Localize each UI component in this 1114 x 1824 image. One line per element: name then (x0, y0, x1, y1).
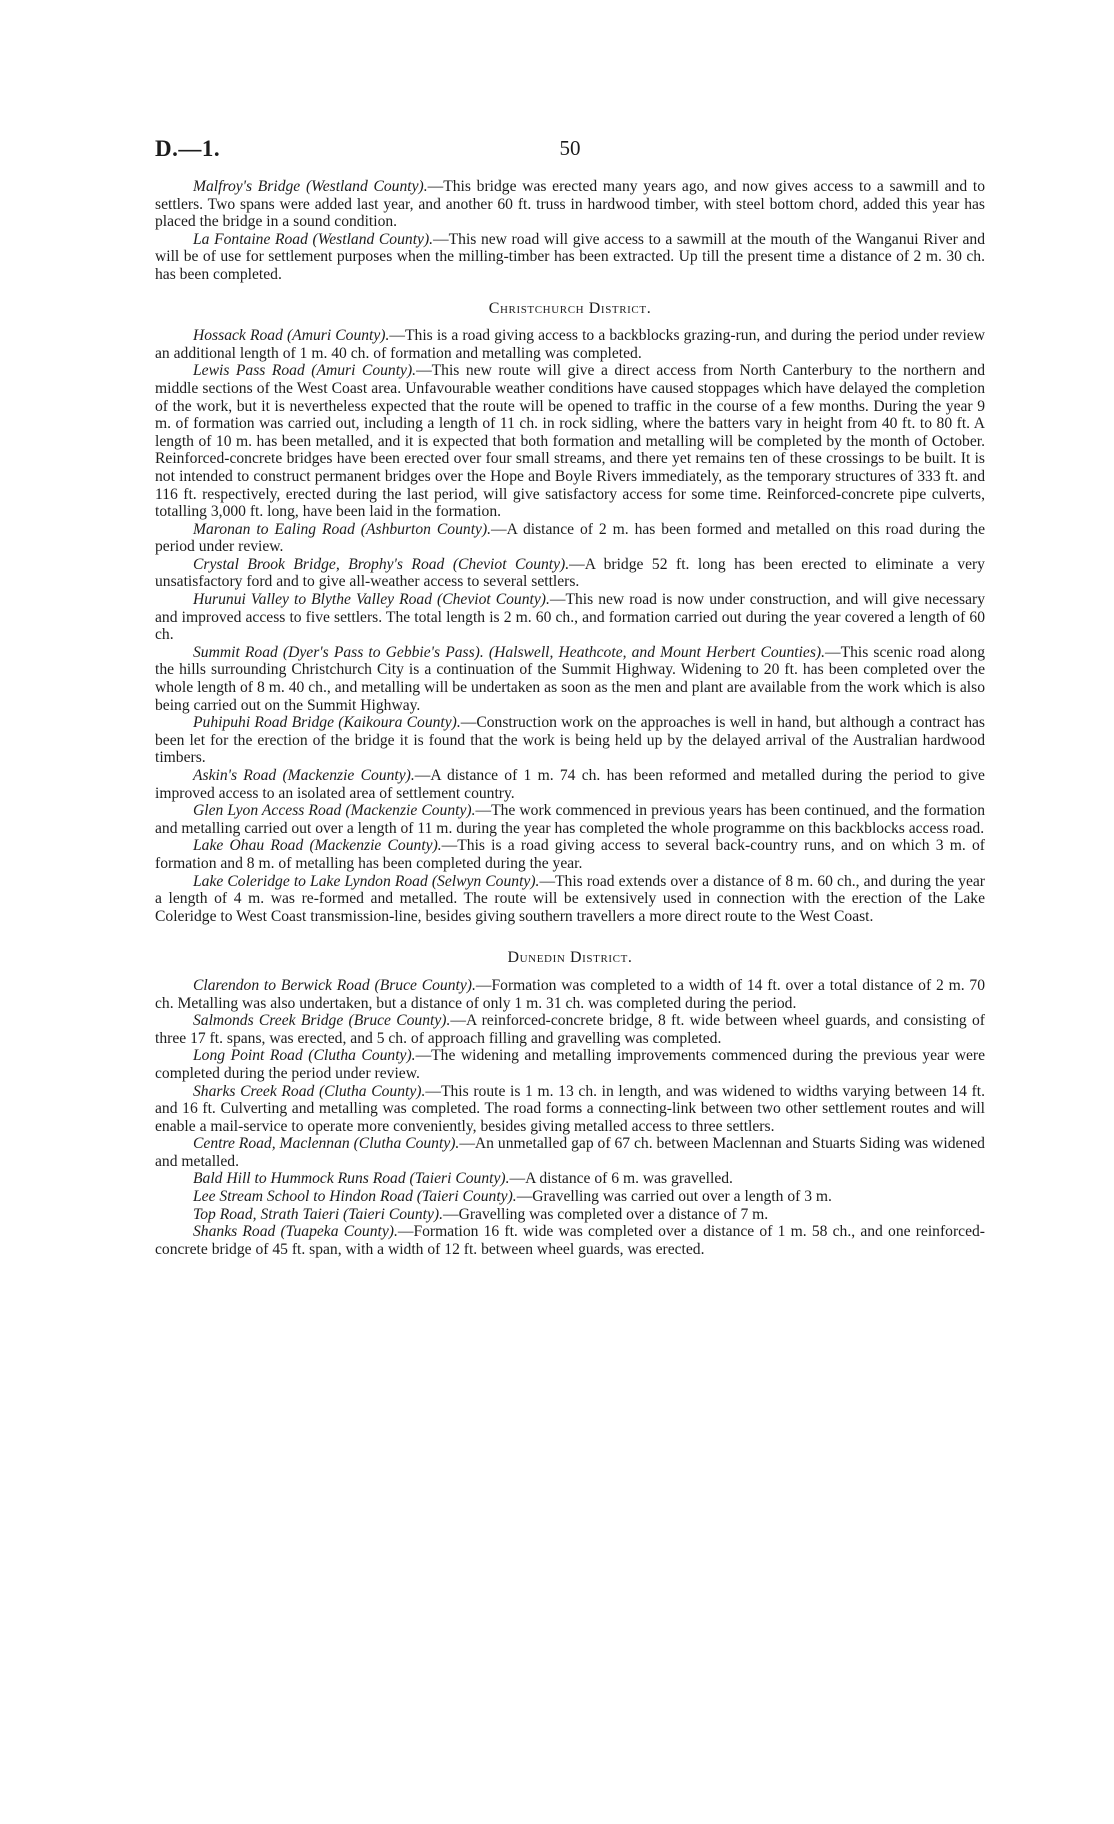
road-entry-title: Glen Lyon Access Road (Mackenzie County). (193, 802, 476, 820)
road-entry-title: Hurunui Valley to Blythe Valley Road (Cheviot County). (193, 591, 550, 609)
road-entry-text: —This new road is now under construction, and will give necessary and improved access to five settlers. The total length is 2 m. 60 ch., and formation carried out during the year covered a length of 60 ch. (155, 591, 986, 644)
road-entry-title: Lake Ohau Road (Mackenzie County). (193, 837, 442, 855)
road-entry (155, 977, 985, 1012)
road-entry-text: —This road extends over a distance of 8 m. 60 ch., and during the year a length of 4 m. was re-formed and metalled. The route will be extensively used in connection with the erection of the Lake Coleridge to West Coast transmission-line, besides giving southern travellers a more direct route to the West Coast. (155, 872, 985, 925)
document-body (155, 178, 985, 1258)
road-entry-title: Salmonds Creek Bridge (Bruce County). (193, 1012, 451, 1030)
road-entry-text: —Gravelling was completed over a distance of 7 m. (442, 1205, 769, 1223)
road-entry-title: Lake Coleridge to Lake Lyndon Road (Selwyn County). (193, 872, 540, 890)
road-entry-text: —This new road will give access to a sawmill at the mouth of the Wanganui River and will be of use for settlement purposes when the milling-timber has been extracted. Up till the present time a distance of 2 m. 30 ch. has been completed. (155, 230, 985, 283)
road-entry-title: Malfroy's Bridge (Westland County). (193, 178, 428, 195)
road-entry-title: Sharks Creek Road (Clutha County). (193, 1082, 426, 1100)
road-entry-text: —This route is 1 m. 13 ch. in length, and was widened to widths varying between 14 ft. and 16 ft. Culverting and metalling was completed. The road forms a connecting-link between two other settlement routes and will enable a mail-service to operate more conveniently, besides giving metalled access to three settlers. (155, 1082, 985, 1135)
road-entry-text: —This new route will give a direct access from North Canterbury to the northern and middle sections of the West Coast area. Unfavourable weather conditions have caused stoppages which have delayed the completion of the work, but it is nevertheless expected that the route will be opened to traffic in the course of a few months. During the year 9 m. of formation was carried out, including a length of 11 ch. in rock sidling, where the batters vary in height from 40 ft. to 80 ft. A length of 10 m. has been metalled, and it is expected that both formation and metalling will be completed by the month of October. Reinforced-concrete bridges have been erected over four small streams, and there yet remains ten of these crossings to be built. It is not intended to construct permanent bridges over the Hope and Boyle Rivers immediately, as the temporary structures of 333 ft. and 116 ft. respectively, erected during the last period, will give satisfactory access for some time. Reinforced-concrete pipe culverts, totalling 3,000 ft. long, have been laid in the formation. (155, 362, 985, 521)
road-entry-text: —Construction work on the approaches is well in hand, but although a contract has been let for the erection of the bridge it is found that the work is being held up by the delayed arrival of the Australian hardwood timbers. (155, 714, 985, 767)
road-entry (155, 1083, 985, 1136)
road-entry-text: —The widening and metalling improvements commenced during the previous year were completed during the period under review. (155, 1047, 985, 1082)
district-heading: Dunedin District. (507, 949, 633, 967)
road-entry-title: Long Point Road (Clutha County). (193, 1047, 416, 1065)
road-entry (155, 327, 985, 362)
road-entry (155, 1188, 985, 1206)
road-entry-text: —Formation was completed to a width of 14 ft. over a total distance of 2 m. 70 ch. Metalling was also undertaken, but a distance of only 1 m. 31 ch. was completed during the period. (155, 976, 985, 1012)
road-entry-text: —An unmetalled gap of 67 ch. between Maclennan and Stuarts Siding was widened and metalled. (155, 1135, 985, 1170)
road-entry-text: —Formation 16 ft. wide was completed over a distance of 1 m. 58 ch., and one reinforced-concrete bridge of 45 ft. span, with a width of 12 ft. between wheel guards, was erected. (155, 1223, 985, 1258)
road-entry-title: Lewis Pass Road (Amuri County). (193, 362, 417, 380)
road-entry (155, 837, 985, 872)
road-entry-text: —This is a road giving access to several back-country runs, and on which 3 m. of formation and 8 m. of metalling has been completed during the year. (155, 837, 985, 872)
road-entry-title: Askin's Road (Mackenzie County). (193, 767, 415, 784)
road-entry-title: Centre Road, Maclennan (Clutha County). (193, 1135, 460, 1153)
road-entry-text: —This bridge was erected many years ago, and now gives access to a sawmill and to settlers. Two spans were added last year, and another 60 ft. truss in hardwood timber, with steel bottom chord, added this year has placed the bridge in a sound condition. (155, 178, 985, 231)
road-entry-text: —A distance of 6 m. was gravelled. (509, 1170, 733, 1188)
road-entry-text: —A distance of 1 m. 74 ch. has been reformed and metalled during the period to give improved access to an isolated area of settlement country. (155, 767, 985, 802)
road-entry-title: Summit Road (Dyer's Pass to Gebbie's Pass). (Halswell, Heathcote, and Mount Herbert Counties). (193, 643, 825, 661)
road-entry (155, 1206, 985, 1224)
road-entry (155, 591, 985, 644)
road-entry (155, 644, 985, 714)
road-entry-title: Top Road, Strath Taieri (Taieri County). (193, 1205, 443, 1223)
road-entry-title: Hossack Road (Amuri County). (193, 327, 390, 345)
road-entry-title: Bald Hill to Hummock Runs Road (Taieri County). (193, 1170, 510, 1188)
road-entry-title: Clarendon to Berwick Road (Bruce County). (193, 976, 476, 994)
road-entry-text: —A reinforced-concrete bridge, 8 ft. wide between wheel guards, and consisting of three 17 ft. spans, was erected, and 5 ch. of approach filling and gravelling was completed. (155, 1012, 985, 1047)
road-entry (155, 714, 985, 767)
road-entry-text: —This is a road giving access to a backblocks grazing-run, and during the period under review an additional length of 1 m. 40 ch. of formation and metalling was completed. (155, 327, 985, 362)
road-entry-text: —This scenic road along the hills surrounding Christchurch City is a continuation of the Summit Highway. Widening to 20 ft. has been completed over the whole length of 8 m. 40 ch., and metalling will be undertaken as soon as the men and plant are available from the work which is also being carried out on the Summit Highway. (155, 643, 985, 714)
road-entry (155, 1012, 985, 1047)
document-reference: D.—1. (155, 136, 221, 161)
road-entry (155, 178, 985, 231)
road-entry-title: La Fontaine Road (Westland County). (193, 230, 434, 248)
road-entry-title: Maronan to Ealing Road (Ashburton County). (193, 520, 492, 538)
road-entry (155, 1135, 985, 1170)
road-entry-title: Crystal Brook Bridge, Brophy's Road (Cheviot County). (193, 555, 570, 573)
page-number: 50 (559, 136, 581, 160)
road-entry (155, 873, 985, 926)
road-entry (155, 1223, 985, 1258)
road-entry-title: Puhipuhi Road Bridge (Kaikoura County). (193, 714, 461, 732)
road-entry (155, 231, 985, 284)
road-entry-text: —A distance of 2 m. has been formed and metalled on this road during the period under review. (155, 520, 986, 556)
road-entry-text: —The work commenced in previous years has been continued, and the formation and metalling carried out over a length of 11 m. during the year has completed the whole programme on this backblocks access road. (155, 802, 985, 837)
road-entry (155, 1170, 985, 1188)
road-entry-title: Lee Stream School to Hindon Road (Taieri County). (193, 1188, 517, 1206)
road-entry (155, 767, 985, 802)
road-entry (155, 521, 985, 556)
road-entry (155, 1047, 985, 1082)
road-entry (155, 556, 985, 591)
road-entry-text: —Gravelling was carried out over a length of 3 m. (516, 1188, 832, 1206)
road-entry (155, 802, 985, 837)
page-header (155, 136, 985, 166)
road-entry-text: —A bridge 52 ft. long has been erected to eliminate a very unsatisfactory ford and to give all-weather access to several settlers. (155, 555, 985, 591)
district-heading: Christchurch District. (488, 299, 652, 317)
road-entry-title: Shanks Road (Tuapeka County). (193, 1223, 398, 1241)
road-entry (155, 362, 985, 520)
